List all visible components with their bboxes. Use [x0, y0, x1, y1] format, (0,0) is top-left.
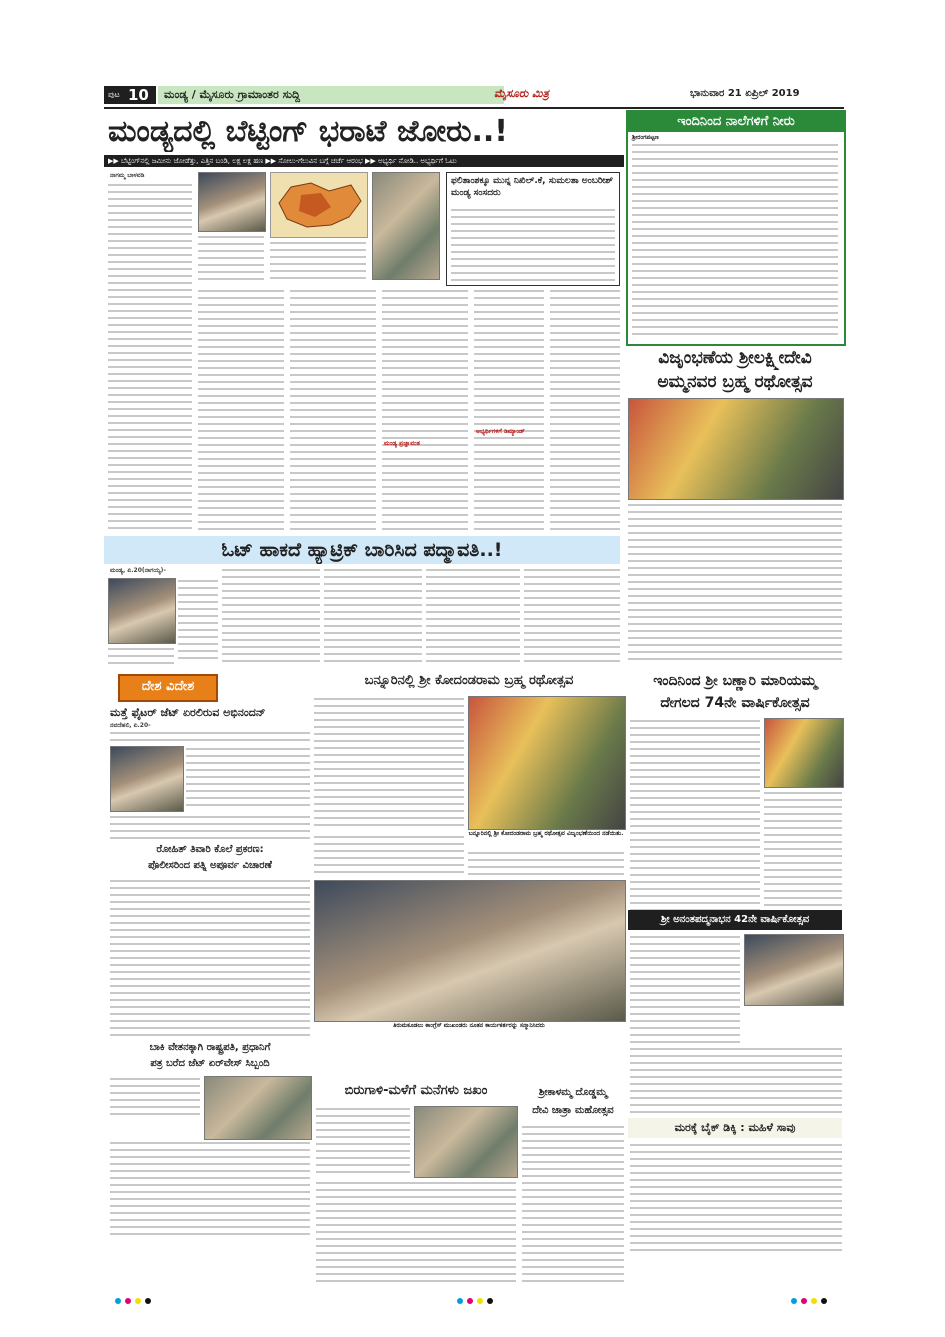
desha-pilot-photo [110, 746, 184, 812]
kalamma-text [522, 1124, 624, 1284]
desha-story3-text [110, 1076, 200, 1116]
accident-headline: ಮರಕ್ಕೆ ಬೈಕ್ ಡಿಕ್ಕಿ : ಮಹಿಳೆ ಸಾವು [628, 1118, 842, 1138]
water-text [632, 142, 838, 338]
masthead-rule [104, 107, 844, 109]
lead-column-5 [474, 288, 544, 530]
banni-text-1 [630, 718, 760, 910]
lead-subhead: ಫಲಿತಾಂಶಕ್ಕೂ ಮುನ್ನ ನಿಖಿಲ್.ಕೆ, ಸುಮಲತಾ ಅಂಬರೀಶ್ ಮಂಡ್ಯ ಸಂಸದರು [451, 176, 614, 198]
rain-headline: ಬಿರುಗಾಳಿ-ಮಳೆಗೆ ಮನೆಗಳು ಜಖಂ [344, 1083, 488, 1098]
desha-story1-text-b [186, 746, 310, 810]
kodanda-chariot-photo [468, 696, 626, 830]
vote-column-3 [324, 567, 422, 664]
page-number: 10 [128, 86, 149, 104]
registration-dots-2 [456, 1290, 516, 1298]
registration-dots [114, 1290, 174, 1298]
vote-column-4 [426, 567, 520, 664]
kalamma-headline-2: ದೇವಿ ಜಾತ್ರಾ ಮಹೋತ್ಸವ [532, 1105, 614, 1116]
kalamma-headline-1: ಶ್ರೀಕಾಳಮ್ಮ ದೊಡ್ಡಮ್ಮ [538, 1087, 608, 1098]
anantha-photo [744, 934, 844, 1006]
vote-dateline: ಮಂಡ್ಯ, ಏ.20(ನಾಗಯ್ಯ)- [110, 567, 166, 574]
desha-dateline-1: ನವದೆಹಲಿ, ಏ.20- [110, 722, 151, 729]
lead-photo-woman [372, 172, 440, 280]
water-place: ಶ್ರೀರಂಗಪಟ್ಟಣ [632, 134, 659, 141]
desha-story2-headline-1: ರೋಹಿತ್ ತಿವಾರಿ ಕೊಲೆ ಪ್ರಕರಣ: [156, 844, 264, 855]
rain-text-1 [316, 1106, 410, 1176]
lead-column-1 [108, 182, 192, 530]
desha-story1-text [110, 730, 310, 744]
water-box [626, 110, 846, 346]
lakshmi-text [628, 502, 842, 660]
kodanda-headline: ಬನ್ನೂರಿನಲ್ಲಿ ಶ್ರೀ ಕೋದಂಡರಾಮ ಬ್ರಹ್ಮ ರಥೋತ್ಸವ [364, 673, 574, 688]
lead-map [270, 172, 368, 238]
desha-jet-photo [204, 1076, 312, 1140]
vote-column-1b [108, 646, 174, 664]
desha-story2-text [110, 878, 310, 1036]
section-label: ಮಂಡ್ಯ / ಮೈಸೂರು ಗ್ರಾಮಾಂತರ ಸುದ್ದಿ [164, 88, 301, 101]
side-head-1: ಮಂಡ್ಯ ಪ್ರಜ್ಞಾವಂತ [384, 440, 420, 447]
anantha-headline: ಶ್ರೀ ಅನಂತಪದ್ಮನಾಭನ 42ನೇ ವಾರ್ಷಿಕೋತ್ಸವ [628, 910, 842, 930]
kodanda-text-1 [314, 696, 464, 830]
lead-headline: ಮಂಡ್ಯದಲ್ಲಿ ಬೆಟ್ಟಿಂಗ್ ಭರಾಟೆ ಜೋರು..! [108, 114, 508, 149]
lead-column-3a [270, 240, 366, 284]
rain-photo [414, 1106, 518, 1178]
lead-byline: ನಾಗಮ್ಮ ಬಾಳವಡಿ [110, 172, 145, 179]
banni-text-2 [764, 790, 842, 910]
lead-subhead-box [446, 172, 620, 286]
registration-dots-3 [790, 1290, 850, 1298]
anantha-text-2 [630, 1046, 842, 1116]
banni-goddess-photo [764, 718, 844, 788]
banni-headline-2: ದೇಗಲದ 74ನೇ ವಾರ್ಷಿಕೋತ್ಸವ [660, 695, 810, 711]
lead-photo-man [198, 172, 266, 232]
vote-photo [108, 578, 176, 644]
vote-column-2 [222, 567, 320, 664]
kodanda-text-3 [468, 850, 624, 878]
lead-column-4 [382, 288, 468, 530]
anantha-text-1 [630, 934, 740, 1044]
desha-story1-headline: ಮತ್ತೆ ಫೈಟರ್ ಜೆಟ್ ಏರಲಿರುವ ಅಭಿನಂದನ್ [110, 706, 266, 719]
side-head-2: ಅಭ್ಯರ್ಥಿಗಳಿಗೆ ಡಿಮ್ಯಾಂಡ್ [476, 428, 525, 435]
congress-caption: ತಿರುಮಕೂಡಲು ಕಾಂಗ್ರೆಸ್ ಮುಖಂಡರು ನೂತನ ಕಾರ್ಯಕರ್ತರನ್ನು ಸನ್ಮಾನಿಸಿದರು [393, 1022, 545, 1029]
page-number-box [104, 86, 156, 104]
kodanda-text-2 [314, 834, 464, 878]
lead-column-2a [198, 234, 264, 284]
desha-story3-headline-2: ಪತ್ರ ಬರೆದ ಜೆಟ್ ಏರ್‌ವೇಸ್ ಸಿಬ್ಬಂದಿ [150, 1058, 270, 1069]
lakshmi-photo [628, 398, 844, 500]
desha-label-box [118, 674, 218, 702]
lakshmi-headline-1: ವಿಜೃಂಭಣೆಯ ಶ್ರೀಲಕ್ಷ್ಮೀದೇವಿ [658, 348, 812, 368]
vote-column-1 [178, 578, 218, 664]
accident-text [630, 1142, 842, 1254]
masthead [104, 84, 844, 106]
desha-story3-headline-1: ಬಾಕಿ ವೇತನಕ್ಕಾಗಿ ರಾಷ್ಟ್ರಪತಿ, ಪ್ರಧಾನಿಗೆ [149, 1042, 271, 1053]
district-map-icon [271, 173, 367, 237]
desha-story3-text-b [110, 1140, 310, 1240]
vote-column-5 [524, 567, 620, 664]
congress-photo [314, 880, 626, 1022]
lead-column-6 [550, 288, 620, 530]
page-label: ಪುಟ [108, 90, 120, 99]
paper-name: ಮೈಸೂರು ಮಿತ್ರ [494, 87, 549, 100]
lakshmi-headline-2: ಅಮ್ಮನವರ ಬ್ರಹ್ಮ ರಥೋತ್ಸವ [657, 372, 813, 392]
lead-column-3 [290, 288, 376, 530]
lead-column-2 [198, 288, 284, 530]
lead-ticker: ▶▶ ಬೆಟ್ಟಿಂಗ್‌ನಲ್ಲಿ ಜಮೀನು ಜೋಡೆತ್ತು, ಎತ್ತಿನ ಬಂಡಿ, ಲಕ್ಷ ಲಕ್ಷ ಹಣ ▶▶ ಸೋಲು-ಗೆಲುವಿನ ಬಗ್ಗೆ ಚರ್ಚೆ ಆರಂಭ ▶▶ ಅಭ್ಯರ್ಥಿ ನೋಡಿ.. ಅಭ್ಯರ್ಥಿಗೆ ಓಟು [104, 155, 624, 167]
kodanda-photo-caption: ಬನ್ನೂರಿನಲ್ಲಿ ಶ್ರೀ ಕೋದಂಡರಾಮ ಬ್ರಹ್ಮ ರಥೋತ್ಸವ ವಿಜೃಂಭಣೆಯಿಂದ ನಡೆಯಿತು. [468, 830, 624, 837]
rain-text-2 [316, 1180, 516, 1284]
desha-label: ದೇಶ ವಿದೇಶ [141, 679, 195, 694]
section-title [158, 86, 504, 104]
issue-date: ಭಾನುವಾರ 21 ಏಪ್ರಿಲ್ 2019 [690, 88, 800, 99]
desha-story2-headline-2: ಪೊಲೀಸರಿಂದ ಪತ್ನಿ ಅಪೂರ್ವ ವಿಚಾರಣೆ [148, 860, 272, 871]
vote-headline: ಓಟ್ ಹಾಕದೆ ಹ್ಯಾಟ್ರಿಕ್ ಬಾರಿಸಿದ ಪದ್ಮಾವತಿ..! [104, 536, 620, 564]
banni-headline-1: ಇಂದಿನಿಂದ ಶ್ರೀ ಬಣ್ಣಾರಿ ಮಾರಿಯಮ್ಮ [653, 673, 817, 689]
desha-story1-text-c [110, 814, 310, 840]
lead-subhead-text [451, 207, 615, 281]
water-headline: ಇಂದಿನಿಂದ ನಾಲೆಗಳಿಗೆ ನೀರು [628, 112, 844, 132]
